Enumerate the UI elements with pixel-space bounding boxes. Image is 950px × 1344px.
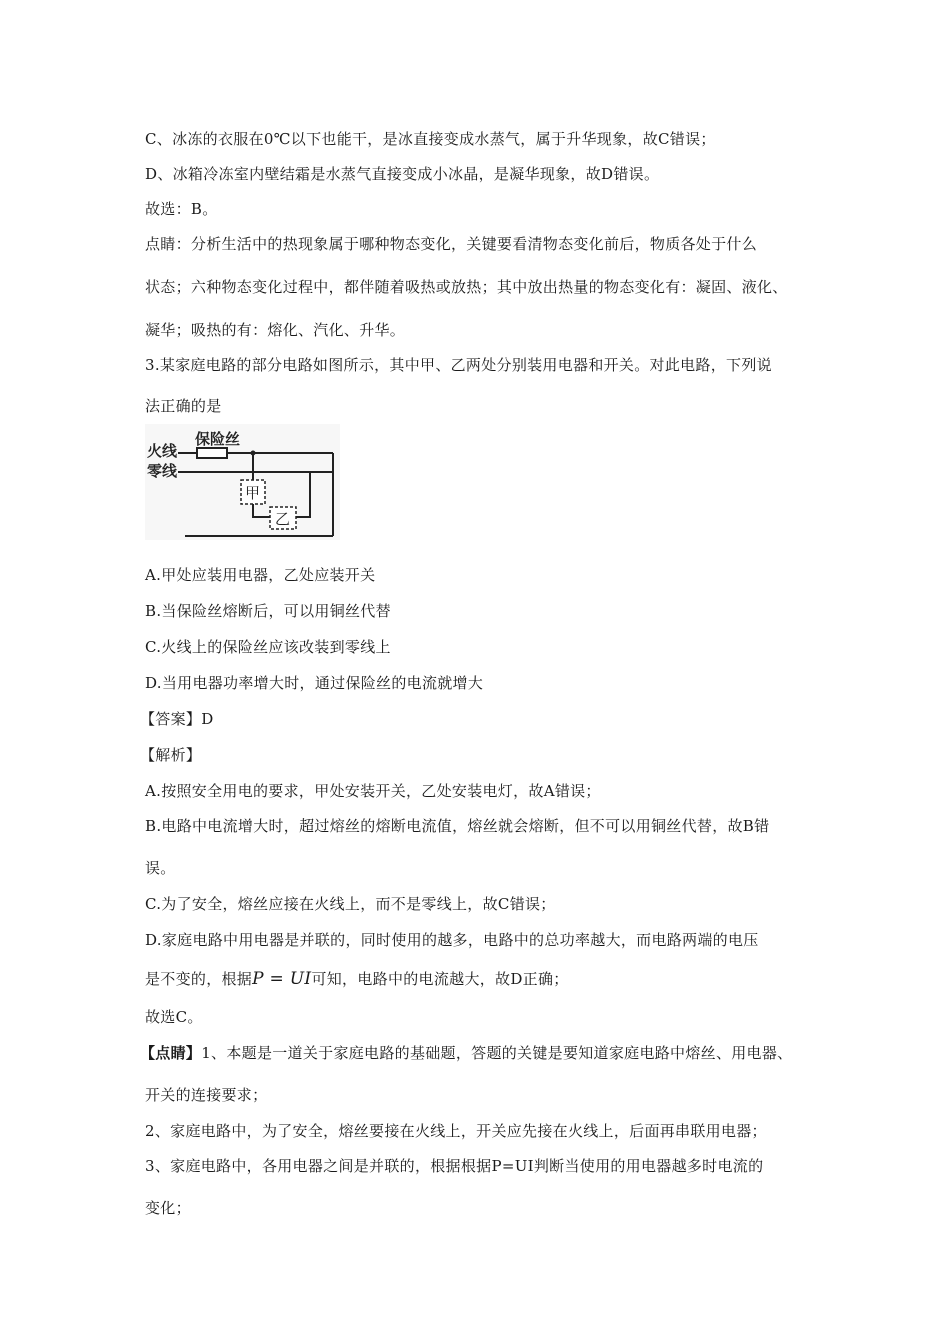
yi-label: 乙: [275, 510, 291, 528]
option-a: A.甲处应装用电器，乙处应装开关: [145, 566, 376, 584]
note-3: 3、家庭电路中，各用电器之间是并联的，根据根据P=UI判断当使用的用电器越多时电流的: [145, 1157, 764, 1175]
text-line-c: C、冰冻的衣服在0℃以下也能干，是冰直接变成水蒸气，属于升华现象，故C错误；: [145, 130, 716, 148]
option-d: D.当用电器功率增大时，通过保险丝的电流就增大: [145, 674, 484, 692]
text-line-choice: 故选：B。: [145, 200, 218, 218]
note-2: 2、家庭电路中，为了安全，熔丝要接在火线上，开关应先接在火线上，后面再串联用电器；: [145, 1122, 767, 1140]
note-tag: 【点睛】: [140, 1044, 202, 1062]
fuse-symbol: [197, 448, 227, 458]
note-1-cont: 开关的连接要求；: [145, 1086, 268, 1104]
analysis-b-cont: 误。: [145, 859, 176, 877]
analysis-a: A.按照安全用电的要求，甲处安装开关，乙处安装电灯，故A错误；: [145, 782, 601, 800]
text-line-note-2: 状态；六种物态变化过程中，都伴随着吸热或放热；其中放出热量的物态变化有：凝固、液化、: [145, 278, 788, 296]
question-3-stem: 3.某家庭电路的部分电路如图所示，其中甲、乙两处分别装用电器和开关。对此电路，下列说: [145, 356, 772, 374]
answer-line: 【答案】D: [140, 710, 214, 728]
analysis-d-pre: 是不变的，根据: [145, 970, 253, 988]
analysis-heading: 【解析】: [140, 746, 202, 764]
text-line-note-3: 凝华；吸热的有：熔化、汽化、升华。: [145, 321, 406, 339]
option-b: B.当保险丝熔断后，可以用铜丝代替: [145, 602, 391, 620]
text-line-d: D、冰箱冷冻室内壁结霜是水蒸气直接变成小冰晶，是凝华现象，故D错误。: [145, 165, 660, 183]
option-c: C.火线上的保险丝应该改装到零线上: [145, 638, 391, 656]
analysis-c: C.为了安全，熔丝应接在火线上，而不是零线上，故C错误；: [145, 895, 556, 913]
analysis-d-post: 可知，电路中的电流越大，故D正确；: [311, 970, 569, 988]
text-line-note-1: 点睛：分析生活中的热现象属于哪种物态变化，关键要看清物态变化前后，物质各处于什么: [145, 235, 758, 253]
junction-dot: [251, 451, 256, 456]
analysis-choice: 故选C。: [145, 1008, 203, 1026]
analysis-d-cont: [145, 968, 569, 989]
note-1: [140, 1042, 792, 1063]
analysis-d: D.家庭电路中用电器是并联的，同时使用的越多，电路中的总功率越大，而电路两端的电压: [145, 931, 759, 949]
note-3-cont: 变化；: [145, 1199, 191, 1217]
neutral-wire-label: 零线: [147, 462, 178, 480]
formula-p-ui: P = UI: [252, 969, 312, 989]
analysis-b: B.电路中电流增大时，超过熔丝的熔断电流值，熔丝就会熔断，但不可以用铜丝代替，故B错: [145, 817, 770, 835]
jia-label: 甲: [245, 484, 261, 502]
note-1-text: 1、本题是一道关于家庭电路的基础题，答题的关键是要知道家庭电路中熔丝、用电器、: [201, 1044, 793, 1062]
question-3-stem-cont: 法正确的是: [145, 397, 222, 415]
fuse-label: 保险丝: [195, 430, 241, 448]
circuit-diagram: [145, 424, 340, 540]
live-wire-label: 火线: [147, 442, 178, 460]
